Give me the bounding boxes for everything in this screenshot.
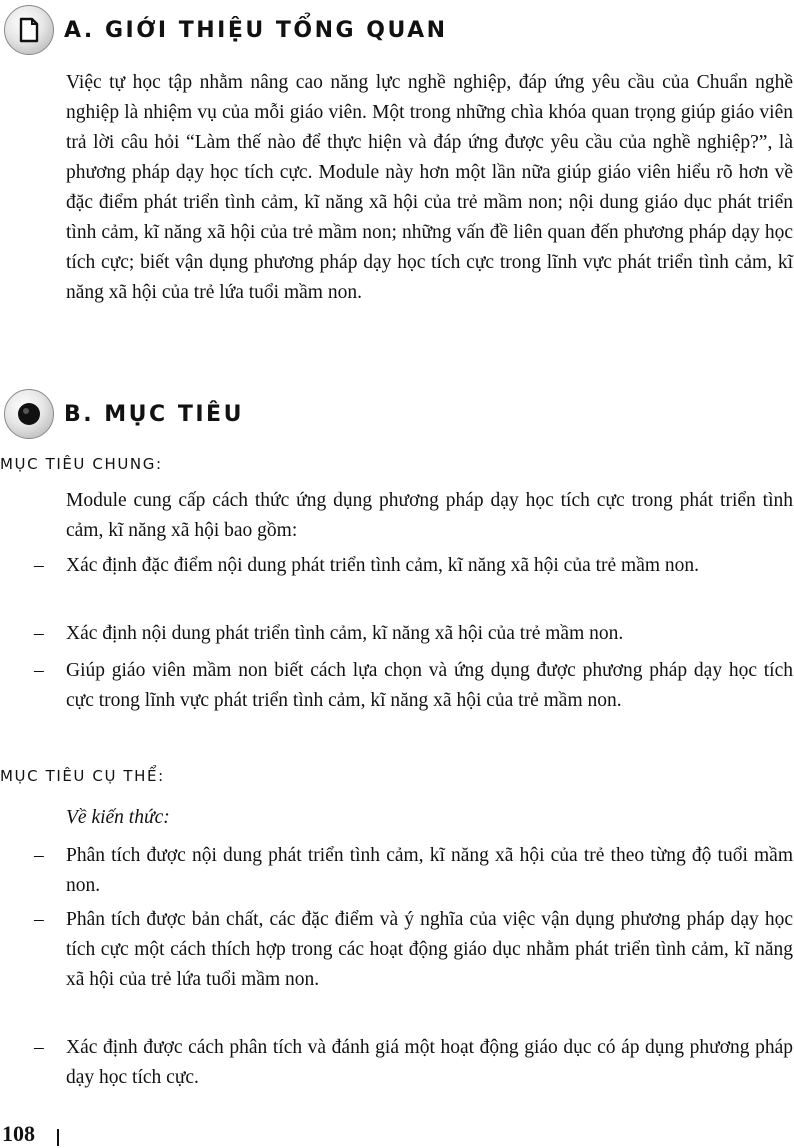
page-number-divider [57,1129,59,1146]
general-objectives-intro: Module cung cấp cách thức ứng dụng phương pháp dạy học tích cực trong phát triển tình cảm, kĩ năng xã hội bao gồm: [66,490,793,541]
specific-objectives-heading: MỤC TIÊU CỤ THỂ: [0,767,165,785]
general-objectives-heading: MỤC TIÊU CHUNG: [0,455,163,473]
list-item-text: Giúp giáo viên mầm non biết cách lựa chọn và ứng dụng được phương pháp dạy học tích cực trong lĩnh vực phát triển tình cảm, kĩ năng xã hội của trẻ mầm non. [66,660,793,711]
document-icon [4,5,54,55]
list-item-text: Xác định đặc điểm nội dung phát triển tình cảm, kĩ năng xã hội của trẻ mầm non. [66,555,700,576]
list-item [0,905,793,995]
section-a-intro: Việc tự học tập nhằm nâng cao năng lực nghề nghiệp, đáp ứng yêu cầu của Chuẩn nghề nghiệp là nhiệm vụ của mỗi giáo viên. Một trong những chìa khóa quan trọng giúp giáo viên trả lời câu hỏi “Làm thế nào để thực hiện và đáp ứng được yêu cầu của nghề nghiệp?”, là phương pháp dạy học tích cực. Module này hơn một lần nữa giúp giáo viên hiểu rõ hơn về đặc điểm phát triển tình cảm, kĩ năng xã hội của trẻ mầm non; nội dung giáo dục phát triển tình cảm, kĩ năng xã hội của trẻ mầm non; những vấn đề liên quan đến phương pháp dạy học tích cực; biết vận dụng phương pháp dạy học tích cực trong lĩnh vực phát triển tình cảm, kĩ năng xã hội của trẻ lứa tuổi mầm non. [66,72,793,303]
section-b-title: B. MỤC TIÊU [64,401,244,427]
knowledge-label: Về kiến thức: [66,807,170,828]
bullet-dash: – [34,909,44,930]
bullet-dash: – [34,845,44,866]
section-a-header [4,5,448,55]
bullet-dash: – [34,623,44,644]
list-item-text: Xác định nội dung phát triển tình cảm, kĩ năng xã hội của trẻ mầm non. [66,623,624,644]
list-item [0,1033,793,1093]
list-item [0,551,793,581]
list-item [0,619,793,649]
list-item-text: Phân tích được nội dung phát triển tình cảm, kĩ năng xã hội của trẻ theo từng độ tuổi mầm non. [66,845,793,896]
section-b-header [4,389,244,439]
list-item [0,656,793,716]
section-a-title: A. GIỚI THIỆU TỔNG QUAN [64,17,448,43]
list-item [0,841,793,901]
bullet-dash: – [34,1037,44,1058]
list-item-text: Phân tích được bản chất, các đặc điểm và ý nghĩa của việc vận dụng phương pháp dạy học tích cực một cách thích hợp trong các hoạt động giáo dục nhằm phát triển tình cảm, kĩ năng xã hội của trẻ lứa tuổi mầm non. [66,909,793,990]
bullet-dash: – [34,555,44,576]
target-dot-icon [4,389,54,439]
list-item-text: Xác định được cách phân tích và đánh giá một hoạt động giáo dục có áp dụng phương pháp dạy học tích cực. [66,1037,793,1088]
page-number: 108 [2,1121,35,1146]
bullet-dash: – [34,660,44,681]
